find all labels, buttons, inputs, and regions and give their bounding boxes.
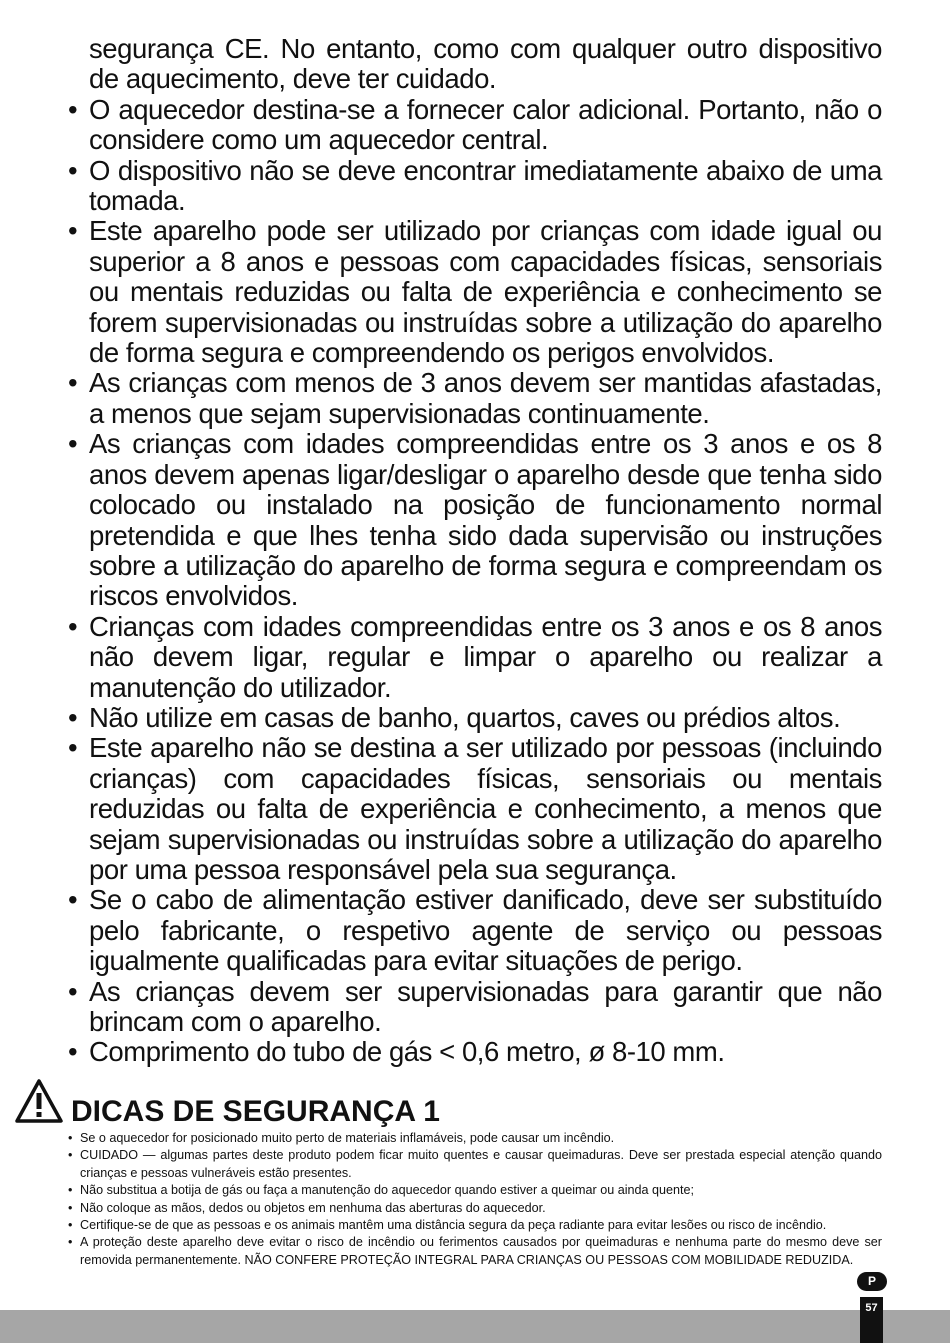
safety-tip-item bbox=[68, 1234, 882, 1269]
list-item-text: As crianças devem ser supervisionadas para garantir que não brincam com o aparelho. bbox=[89, 975, 882, 1037]
list-item-text: As crianças com menos de 3 anos devem ser mantidas afastadas, a menos que sejam supervisionadas continuamente. bbox=[89, 367, 882, 429]
list-item-text: As crianças com idades compreendidas entre os 3 anos e os 8 anos devem apenas ligar/desligar o aparelho desde que tenha sido colocado ou instalado na posição de funcionamento normal pretendida e que lhes tenha sido dada supervisão ou instruções sobre a utilização do aparelho de forma segura e compreendam os riscos envolvidos. bbox=[89, 428, 882, 612]
bullet-icon: • bbox=[68, 701, 78, 733]
main-text bbox=[68, 34, 882, 1068]
safety-tip-item bbox=[68, 1200, 882, 1217]
bullet-icon: • bbox=[68, 610, 78, 642]
list-item-text: Não utilize em casas de banho, quartos, caves ou prédios altos. bbox=[89, 701, 841, 733]
safety-tips-header bbox=[14, 1078, 882, 1130]
bullet-icon: • bbox=[68, 1200, 73, 1215]
safety-tip-item bbox=[68, 1147, 882, 1182]
bullet-icon: • bbox=[68, 367, 78, 399]
safety-tip-text: Não substitua a botija de gás ou faça a manutenção do aquecedor quando estiver a queimar ou ainda quente; bbox=[80, 1183, 695, 1198]
safety-tip-text: Não coloque as mãos, dedos ou objetos em nenhuma das aberturas do aquecedor. bbox=[80, 1200, 546, 1215]
bullet-icon: • bbox=[68, 215, 78, 247]
bullet-icon: • bbox=[68, 884, 78, 916]
bullet-icon: • bbox=[68, 1148, 73, 1163]
list-item-text: Crianças com idades compreendidas entre os 3 anos e os 8 anos não devem ligar, regular e limpar o aparelho ou realizar a manutenção do utilizador. bbox=[89, 610, 882, 703]
safety-tips-list bbox=[14, 1130, 882, 1269]
list-item-text: Comprimento do tubo de gás < 0,6 metro, ø 8-10 mm. bbox=[89, 1036, 725, 1068]
safety-tip-text: CUIDADO — algumas partes deste produto podem ficar muito quentes e causar queimaduras. Deve ser prestada especial atenção quando crianças e pessoas vulneráveis estão presentes. bbox=[80, 1148, 882, 1180]
list-item bbox=[68, 885, 882, 976]
safety-tip-text: A proteção deste aparelho deve evitar o risco de incêndio ou ferimentos causados por queimaduras e nenhuma parte do mesmo deve ser removida permanentemente. NÃO CONFERE PROTEÇÃO INTEGRAL PARA CRIANÇAS OU PESSOAS COM MOBILIDADE REDUZIDA. bbox=[80, 1235, 882, 1267]
list-item bbox=[68, 733, 882, 885]
list-item-text: Se o cabo de alimentação estiver danificado, deve ser substituído pelo fabricante, o respetivo agente de serviço ou pessoas igualmente qualificadas para evitar situações de perigo. bbox=[89, 884, 882, 977]
list-item-text: O dispositivo não se deve encontrar imediatamente abaixo de uma tomada. bbox=[89, 154, 882, 217]
continuation-paragraph: segurança CE. No entanto, como com qualquer outro dispositivo de aquecimento, deve ter cuidado. bbox=[89, 33, 882, 95]
page-number-box bbox=[860, 1297, 883, 1343]
bullet-icon: • bbox=[68, 1131, 73, 1145]
bullet-icon: • bbox=[68, 154, 78, 186]
bullet-icon: • bbox=[68, 1218, 73, 1233]
safety-tip-text: Certifique-se de que as pessoas e os animais mantêm uma distância segura da peça radiante para evitar lesões ou risco de incêndio. bbox=[80, 1218, 827, 1233]
list-item-text: Este aparelho não se destina a ser utilizado por pessoas (incluindo crianças) com capacidades físicas, sensoriais ou mentais reduzidas ou falta de experiência e conhecimento, a menos que sejam supervisionadas ou instruídas sobre a utilização do aparelho por uma pessoa responsável pela sua segurança. bbox=[89, 732, 882, 885]
safety-tip-item bbox=[68, 1130, 882, 1147]
list-item bbox=[68, 95, 882, 156]
language-badge: P bbox=[857, 1272, 887, 1291]
bullet-icon: • bbox=[68, 93, 78, 125]
list-item bbox=[68, 1037, 882, 1067]
list-item bbox=[68, 612, 882, 703]
bullet-icon: • bbox=[68, 732, 78, 764]
list-item bbox=[68, 216, 882, 368]
list-item bbox=[68, 429, 882, 611]
list-item bbox=[68, 156, 882, 217]
page-number: 57 bbox=[865, 1302, 878, 1314]
bullet-icon: • bbox=[68, 1183, 73, 1198]
safety-tip-item bbox=[68, 1182, 882, 1199]
safety-tips-title: DICAS DE SEGURANÇA 1 bbox=[71, 1095, 440, 1128]
list-item bbox=[68, 703, 882, 733]
list-item bbox=[68, 977, 882, 1038]
list-item bbox=[68, 368, 882, 429]
footer-bar bbox=[0, 1310, 950, 1343]
warning-triangle-icon bbox=[14, 1078, 64, 1124]
bullet-icon: • bbox=[68, 1235, 73, 1250]
list-item-text: Este aparelho pode ser utilizado por crianças com idade igual ou superior a 8 anos e pessoas com capacidades físicas, sensoriais ou mentais reduzidas ou falta de experiência e conhecimento se forem supervisionadas ou instruídas sobre a utilização do aparelho de forma segura e compreendendo os perigos envolvidos. bbox=[89, 215, 882, 369]
safety-tip-text: Se o aquecedor for posicionado muito perto de materiais inflamáveis, pode causar um incêndio. bbox=[80, 1131, 615, 1145]
safety-tip-item bbox=[68, 1217, 882, 1234]
bullet-icon: • bbox=[68, 975, 78, 1007]
bullet-icon: • bbox=[68, 1036, 78, 1068]
list-item-text: O aquecedor destina-se a fornecer calor adicional. Portanto, não o considere como um aquecedor central. bbox=[89, 93, 882, 156]
safety-tips-section bbox=[14, 1078, 882, 1269]
bullet-icon: • bbox=[68, 428, 78, 460]
